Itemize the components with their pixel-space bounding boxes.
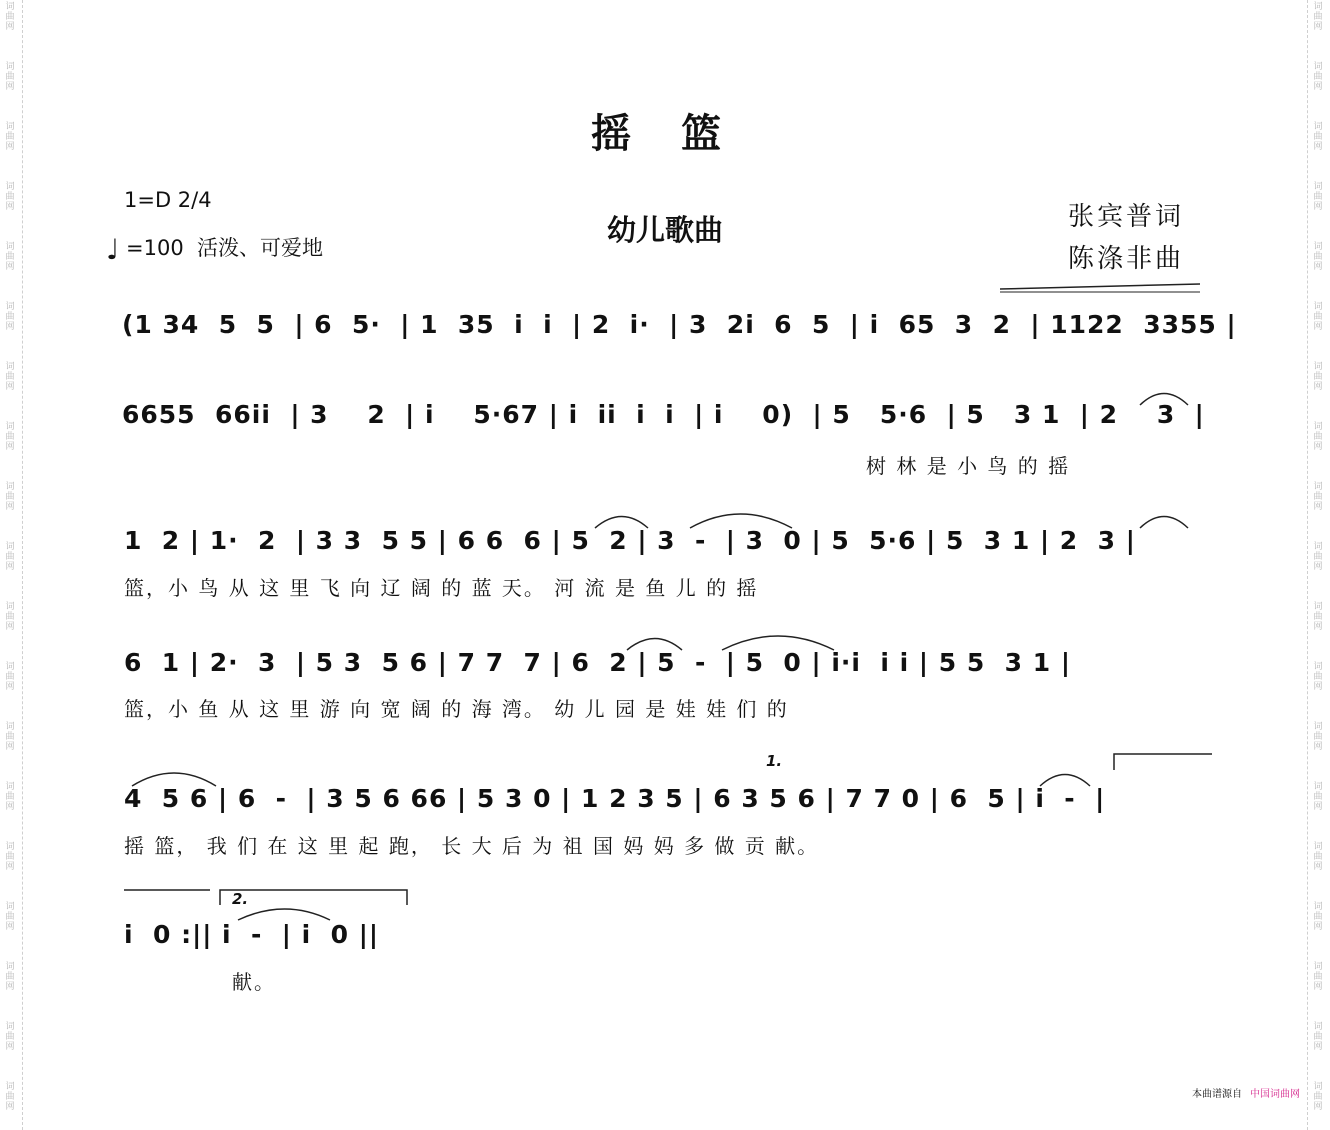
watermark-text: 词曲网 [5,902,15,932]
watermark-text: 词曲网 [1313,722,1323,752]
music-line-2: 6655 66ii | 3 2 | i 5·67 | i ii i i | i 0) | 5 5·6 | 5 3 1 | 2 3 | [122,400,1205,429]
tempo-expression: 活泼、可爱地 [197,236,324,260]
watermark-text: 词曲网 [5,962,15,992]
watermark-text: 词曲网 [5,302,15,332]
watermark-text: 词曲网 [5,842,15,872]
key-time-signature: 1=D 2/4 [124,188,212,212]
watermark-text: 词曲网 [5,122,15,152]
watermark-text: 词曲网 [1313,302,1323,332]
watermark-text: 词曲网 [1313,482,1323,512]
music-line-5: 4 5 6 | 6 - | 3 5 6 66 | 5 3 0 | 1 2 3 5 | 6 3 5 6 | 7 7 0 | 6 5 | i - | [124,784,1106,813]
watermark-text: 词曲网 [5,602,15,632]
watermark-text: 词曲网 [5,2,15,32]
lyric-line-3: 篮，小 鸟 从 这 里 飞 向 辽 阔 的 蓝 天。 河 流 是 鱼 儿 的 摇 [124,576,759,600]
watermark-text: 词曲网 [5,422,15,452]
source-footer [1192,1085,1300,1100]
watermark-text: 词曲网 [1313,542,1323,572]
lyric-line-4: 篮，小 鱼 从 这 里 游 向 宽 阔 的 海 湾。 幼 儿 园 是 娃 娃 们 的 [124,697,789,721]
watermark-text: 词曲网 [5,482,15,512]
volta-first-label: 1. [766,752,783,770]
lyric-line-6: 献。 [232,970,276,994]
watermark-text: 词曲网 [1313,62,1323,92]
watermark-text: 词曲网 [1313,122,1323,152]
song-subtitle: 幼儿歌曲 [606,213,723,247]
watermark-text: 词曲网 [5,242,15,272]
tempo-value: =100 [126,236,184,260]
song-title: 摇 篮 [591,111,739,157]
watermark-text: 词曲网 [1313,842,1323,872]
watermark-text: 词曲网 [5,182,15,212]
volta-second-label: 2. [232,890,249,908]
music-line-3: 1 2 | 1· 2 | 3 3 5 5 | 6 6 6 | 5 2 | 3 - | 3 0 | 5 5·6 | 5 3 1 | 2 3 | [124,526,1136,555]
watermark-text: 词曲网 [1313,1082,1323,1112]
watermark-text: 词曲网 [5,782,15,812]
watermark-text: 词曲网 [5,662,15,692]
footer-source-text: 本曲谱源自 [1192,1089,1242,1100]
watermark-text: 词曲网 [5,1082,15,1112]
lyricist-credit: 张宾普词 [1068,202,1185,232]
footer-site-link[interactable]: 中国词曲网 [1250,1089,1300,1100]
watermark-text: 词曲网 [5,542,15,572]
lyric-line-5: 摇 篮， 我 们 在 这 里 起 跑， 长 大 后 为 祖 国 妈 妈 多 做 贡 献。 [124,834,820,858]
watermark-text: 词曲网 [1313,2,1323,32]
watermark-text: 词曲网 [1313,902,1323,932]
lyric-line-2: 树 林 是 小 鸟 的 摇 [866,454,1071,478]
watermark-text: 词曲网 [1313,242,1323,272]
watermark-text: 词曲网 [5,722,15,752]
music-line-6: i 0 :|| i - | i 0 || [124,920,379,949]
watermark-text: 词曲网 [1313,602,1323,632]
watermark-text: 词曲网 [1313,782,1323,812]
watermark-text: 词曲网 [1313,1022,1323,1052]
quarter-note-icon: ♩ [106,232,120,266]
watermark-text: 词曲网 [1313,362,1323,392]
watermark-text: 词曲网 [5,1022,15,1052]
watermark-text: 词曲网 [5,362,15,392]
music-line-1: (1 34 5 5 | 6 5· | 1 35 i i | 2 i· | 3 2i 6 5 | i 65 3 2 | 1122 3355 | [122,310,1237,339]
music-line-4: 6 1 | 2· 3 | 5 3 5 6 | 7 7 7 | 6 2 | 5 - | 5 0 | i·i i i | 5 5 3 1 | [124,648,1071,677]
watermark-text: 词曲网 [1313,182,1323,212]
composer-credit: 陈涤非曲 [1068,244,1185,274]
watermark-text: 词曲网 [5,62,15,92]
watermark-text: 词曲网 [1313,422,1323,452]
watermark-text: 词曲网 [1313,662,1323,692]
watermark-text: 词曲网 [1313,962,1323,992]
